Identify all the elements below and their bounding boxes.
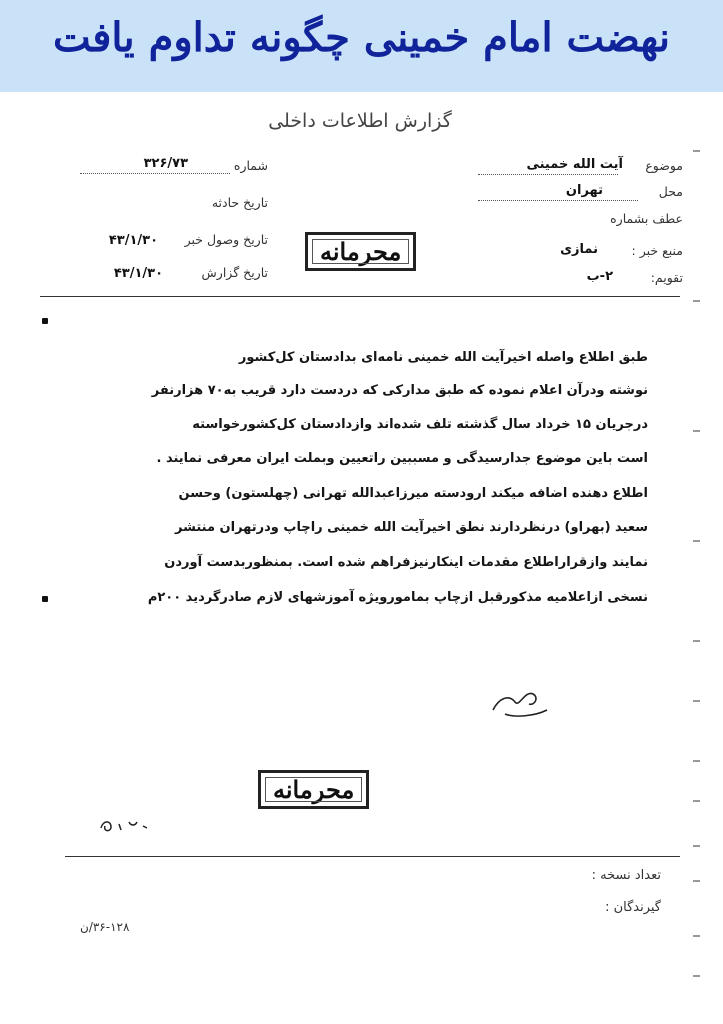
- confidential-stamp-bottom: محرمانه: [258, 770, 369, 809]
- number-underline: [80, 173, 230, 174]
- source-value: نمازی: [560, 242, 598, 257]
- body-line-4: است باین موضوع جدارسیدگی و مسببین راتعیین وبملت ایران معرفی نمایند .: [156, 451, 648, 466]
- document-code: ۳۶-۱۲۸/ن: [80, 920, 130, 934]
- punch-mark: [42, 318, 48, 324]
- received-date-label: تاریخ وصول خبر: [184, 232, 268, 247]
- location-underline: [478, 200, 638, 201]
- initials-mark: [95, 812, 155, 838]
- header-divider: [40, 296, 680, 297]
- signature: [485, 680, 555, 720]
- number-label: شماره: [233, 158, 268, 173]
- banner-title: نهضت امام خمینی چگونه تداوم یافت: [52, 14, 671, 61]
- edge-tick: [693, 300, 700, 302]
- edge-tick: [693, 760, 700, 762]
- subject-label: موضوع: [645, 158, 683, 173]
- document-header-title: گزارش اطلاعات داخلی: [268, 110, 452, 132]
- footer-divider: [65, 856, 680, 857]
- subject-value: آیت الله خمینی: [526, 157, 623, 172]
- edge-tick: [693, 800, 700, 802]
- body-line-3: درجریان ۱۵ خرداد سال گذشته تلف شده‌اند وازدادستان کل‌کشورخواسته: [192, 417, 648, 432]
- edge-tick: [693, 540, 700, 542]
- reference-label: عطف بشماره: [610, 211, 683, 226]
- edge-tick: [693, 640, 700, 642]
- copy-count-label: تعداد نسخه :: [591, 868, 661, 883]
- banner: [0, 0, 723, 92]
- incident-date-label: تاریخ حادثه: [211, 195, 268, 210]
- confidential-stamp-top: محرمانه: [305, 232, 416, 271]
- edge-tick: [693, 935, 700, 937]
- recipients-label: گیرندگان :: [605, 900, 661, 915]
- calendar-value: ۲-ب: [586, 269, 613, 284]
- calendar-label: تقویم:: [650, 270, 683, 285]
- body-line-1: طبق اطلاع واصله اخیرآیت الله خمینی نامه‌ای بدادستان کل‌کشور: [238, 350, 648, 365]
- punch-mark: [42, 596, 48, 602]
- report-date-value: ۴۳/۱/۳۰: [113, 266, 163, 281]
- subject-underline: [478, 174, 618, 175]
- edge-tick: [693, 430, 700, 432]
- location-value: تهران: [565, 183, 603, 198]
- body-line-2: نوشته ودرآن اعلام نموده که طبق مدارکی که دردست دارد قریب به۷۰ هزارنفر: [151, 383, 648, 398]
- edge-tick: [693, 975, 700, 977]
- body-line-8: نسخی ازاعلامیه مذکورقبل ازچاپ بمامورویژه آموزشهای لازم صادرگردید ۲۰۰م: [147, 590, 648, 605]
- edge-tick: [693, 700, 700, 702]
- edge-tick: [693, 880, 700, 882]
- location-label: محل: [658, 184, 683, 199]
- body-line-6: سعید (بهراو) درنظردارند نطق اخیرآیت الله خمینی راچاپ ودرتهران منتشر: [175, 520, 648, 535]
- source-label: منبع خبر :: [631, 243, 683, 258]
- edge-tick: [693, 150, 700, 152]
- report-date-label: تاریخ گزارش: [201, 265, 268, 280]
- number-value: ۳۲۶/۷۳: [143, 156, 188, 171]
- body-line-5: اطلاع دهنده اضافه میکند ارودسته میرزاعبدالله تهرانی (چهلستون) وحسن: [178, 486, 648, 501]
- received-date-value: ۴۳/۱/۳۰: [108, 233, 158, 248]
- edge-tick: [693, 845, 700, 847]
- body-line-7: نمایند وازقراراطلاع مقدمات اینکارنیزفراهم شده است. بمنظوربدست آوردن: [164, 555, 648, 570]
